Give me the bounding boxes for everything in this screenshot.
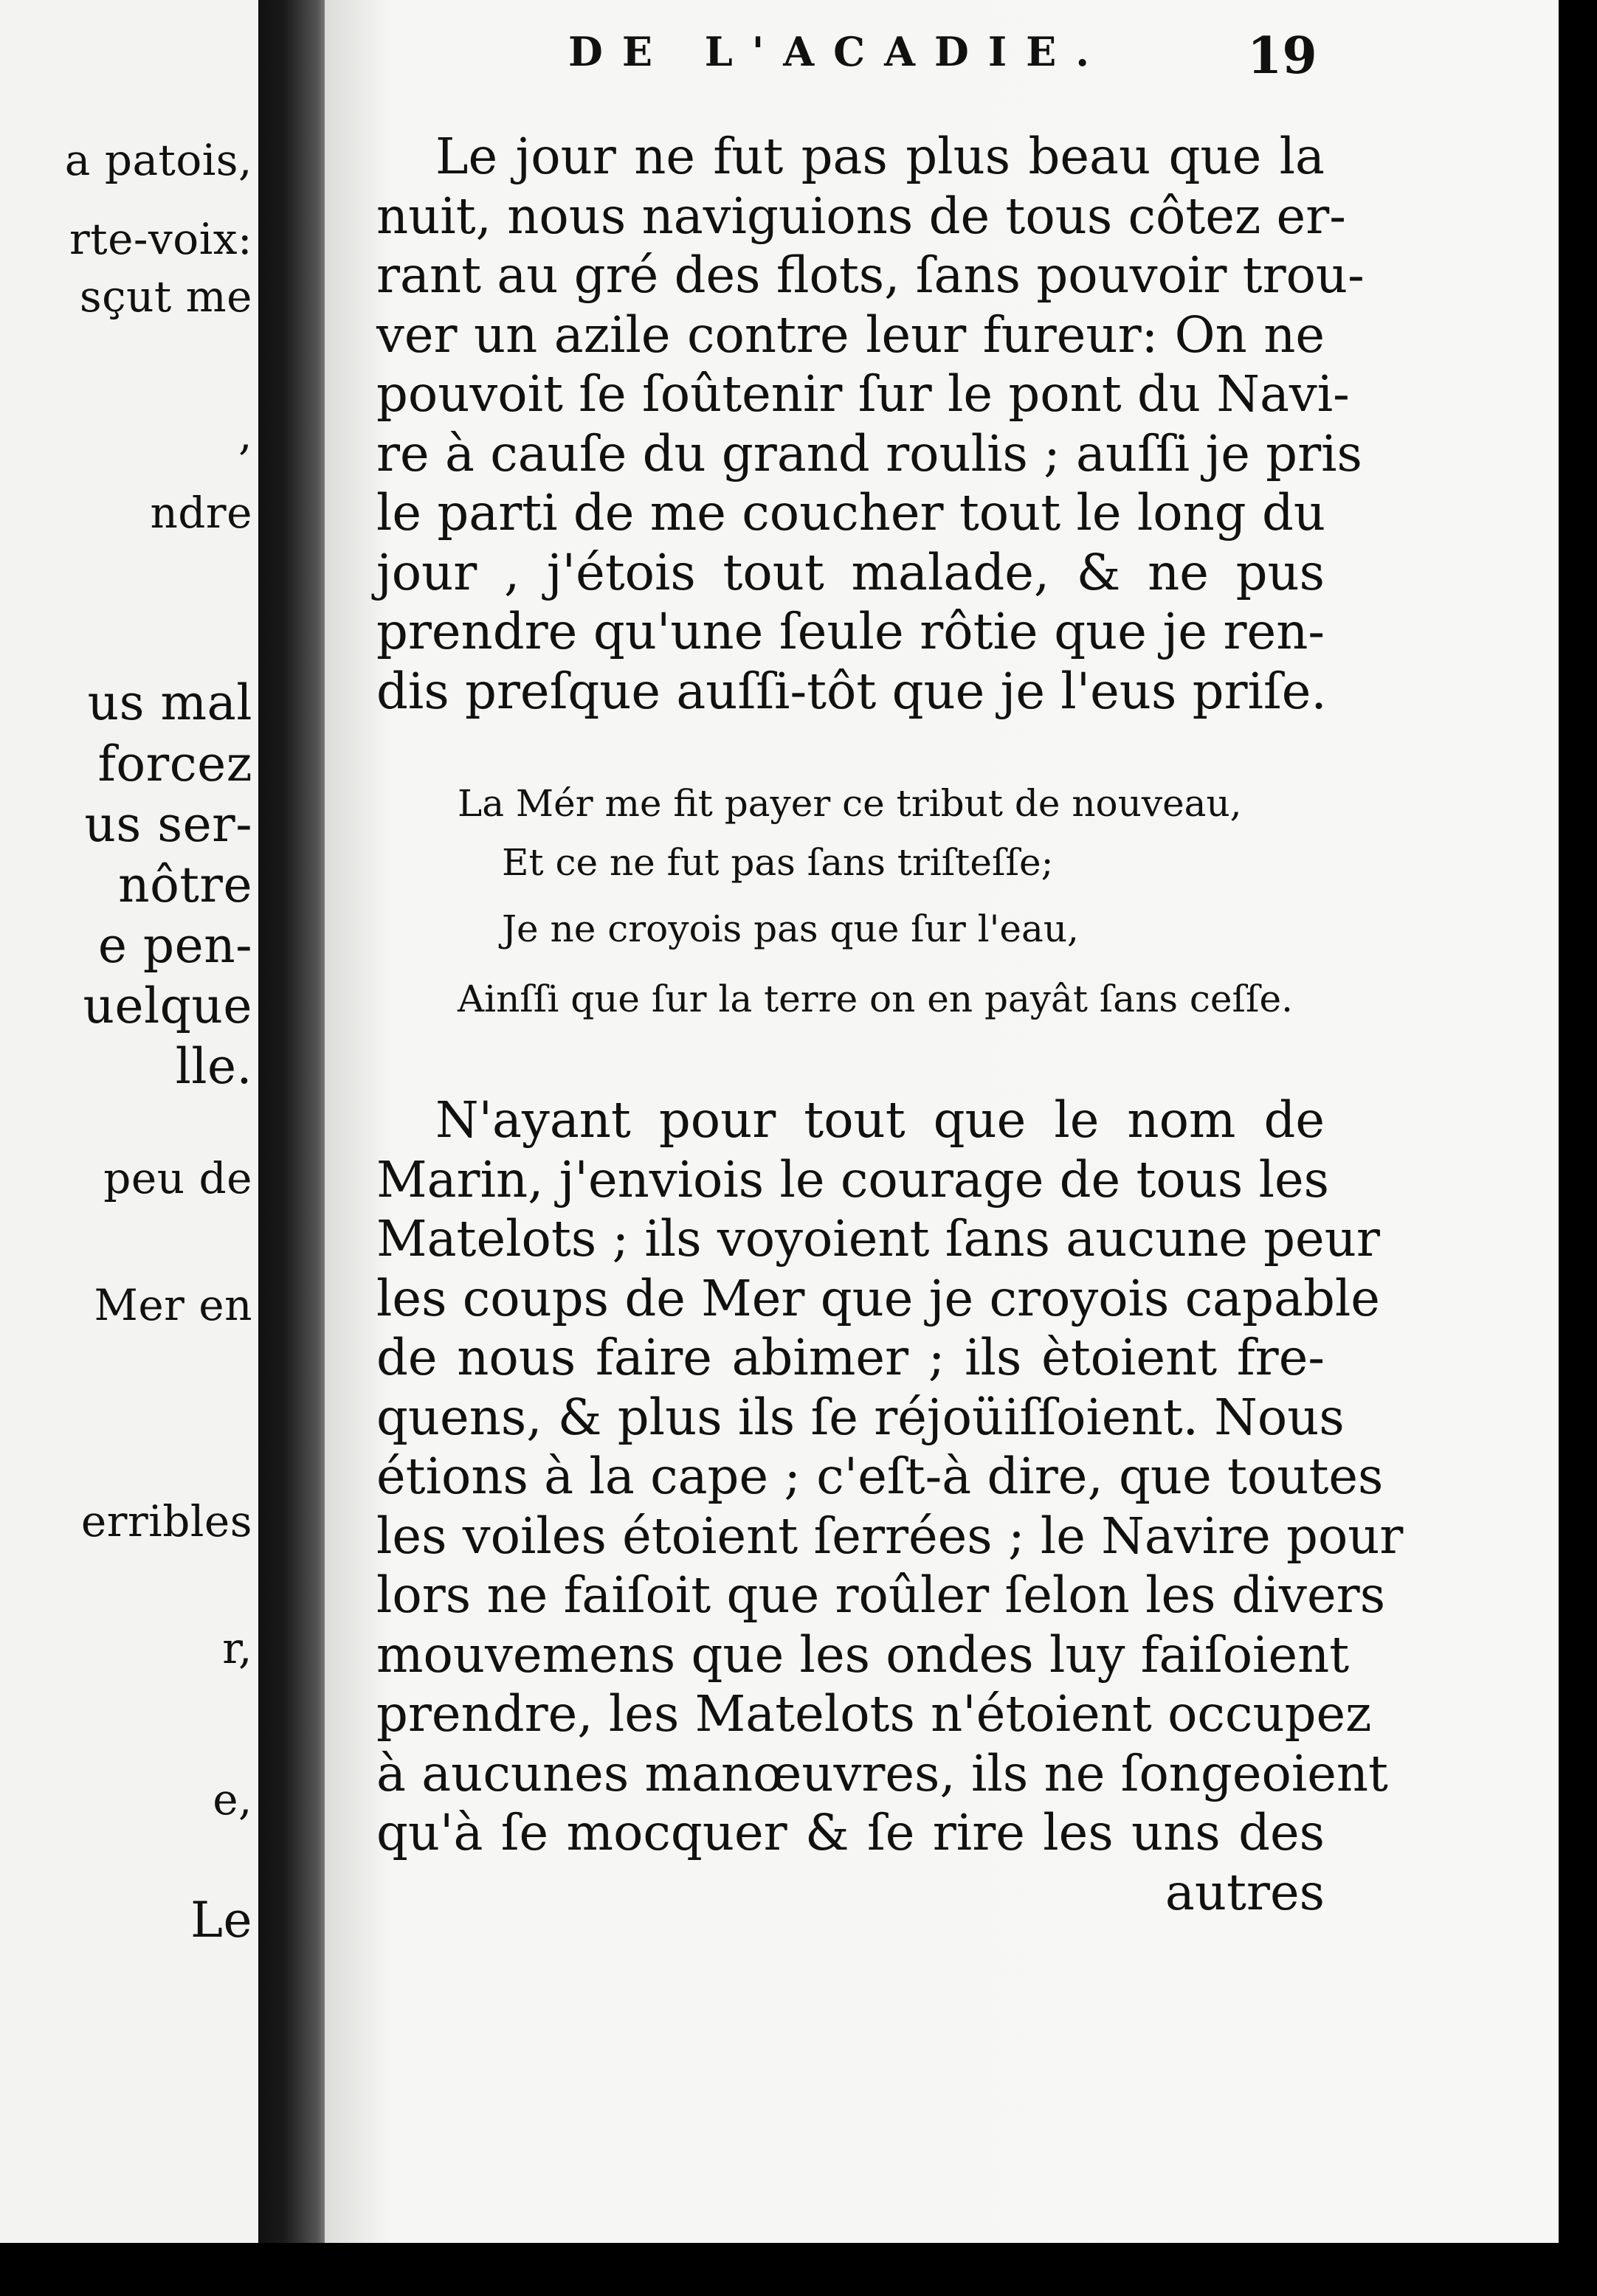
left-page-line: a patois,	[64, 135, 252, 185]
left-page-line: us mal	[87, 674, 252, 731]
page-bottom-border	[0, 2243, 1597, 2296]
text-line: quens, & plus ils ſe réjoüiſſoient. Nous	[376, 1388, 1345, 1446]
left-page-line: us ser-	[84, 796, 252, 853]
verse-line: Je ne croyois pas que ſur l'eau,	[502, 907, 1079, 950]
left-page-line: uelque	[83, 978, 252, 1034]
text-line: Le jour ne fut pas plus beau que la	[435, 128, 1325, 185]
page-edge-shadow	[1559, 0, 1597, 2296]
text-line: à aucunes manœuvres, ils ne ſongeoient	[376, 1744, 1388, 1802]
text-line: qu'à ſe mocquer & ſe rire les uns des	[376, 1804, 1325, 1861]
text-line: lors ne faiſoit que roûler ſelon les divers	[376, 1566, 1386, 1624]
text-line: prendre qu'une ſeule rôtie que je ren-	[376, 603, 1325, 660]
text-line: nuit, nous naviguions de tous côtez er-	[376, 187, 1346, 245]
catchword: autres	[1165, 1863, 1325, 1921]
left-page-line: sçut me	[79, 272, 252, 322]
verse-line: Ainſſi que ſur la terre on en payât ſans ceſſe.	[458, 978, 1293, 1020]
paragraph-2	[376, 1090, 1404, 1922]
text-line: N'ayant pour tout que le nom de	[435, 1091, 1325, 1149]
verse-line: Et ce ne fut pas ſans triſteſſe;	[502, 841, 1054, 884]
page-number: 19	[1247, 27, 1317, 86]
text-line: les coups de Mer que je croyois capable	[376, 1269, 1380, 1327]
left-facing-page	[0, 0, 263, 2243]
right-page	[325, 0, 1562, 2243]
left-page-line: nôtre	[118, 857, 252, 913]
paragraph-1	[376, 127, 1365, 721]
text-line: prendre, les Matelots n'étoient occupez	[376, 1685, 1372, 1743]
text-line: le parti de me coucher tout le long du	[376, 484, 1326, 542]
text-line: rant au gré des flots, ſans pouvoir trou-	[376, 246, 1365, 304]
text-line: étions à la cape ; c'eſt-à dire, que toutes	[376, 1448, 1384, 1505]
left-page-line: Mer en	[94, 1280, 252, 1330]
left-page-line: lle.	[175, 1038, 252, 1095]
left-page-line: e,	[213, 1774, 252, 1825]
left-page-line: Le	[190, 1892, 252, 1949]
left-page-line: r,	[222, 1623, 252, 1673]
text-line: jour , j'étois tout malade, & ne pus	[376, 543, 1325, 601]
left-page-line: ,	[238, 409, 252, 460]
left-page-line: e pen-	[97, 917, 252, 974]
text-line: pouvoit ſe ſoûtenir ſur le pont du Navi-	[376, 365, 1350, 423]
text-line: re à cauſe du grand roulis ; auſſi je pris	[376, 424, 1362, 483]
left-page-line: forcez	[97, 736, 252, 792]
left-page-line: rte-voix:	[69, 214, 252, 264]
text-line: les voiles étoient ſerrées ; le Navire pour	[376, 1507, 1404, 1565]
left-page-line: erribles	[80, 1496, 252, 1546]
text-line: dis preſque auſſi-tôt que je l'eus priſe.	[376, 662, 1327, 720]
text-line: Matelots ; ils voyoient ſans aucune peur	[376, 1210, 1380, 1268]
text-line: de nous faire abimer ; ils ètoient fre-	[376, 1329, 1325, 1386]
text-line: mouvemens que les ondes luy faiſoient	[376, 1625, 1350, 1684]
text-line: Marin, j'enviois le courage de tous les	[376, 1150, 1330, 1208]
verse-line: La Mér me fit payer ce tribut de nouveau,	[458, 782, 1242, 825]
left-page-line: peu de	[103, 1153, 252, 1203]
left-page-line: ndre	[150, 488, 252, 538]
text-line: ver un azile contre leur fureur: On ne	[376, 305, 1325, 364]
running-title: DE L'ACADIE.	[568, 28, 1109, 75]
